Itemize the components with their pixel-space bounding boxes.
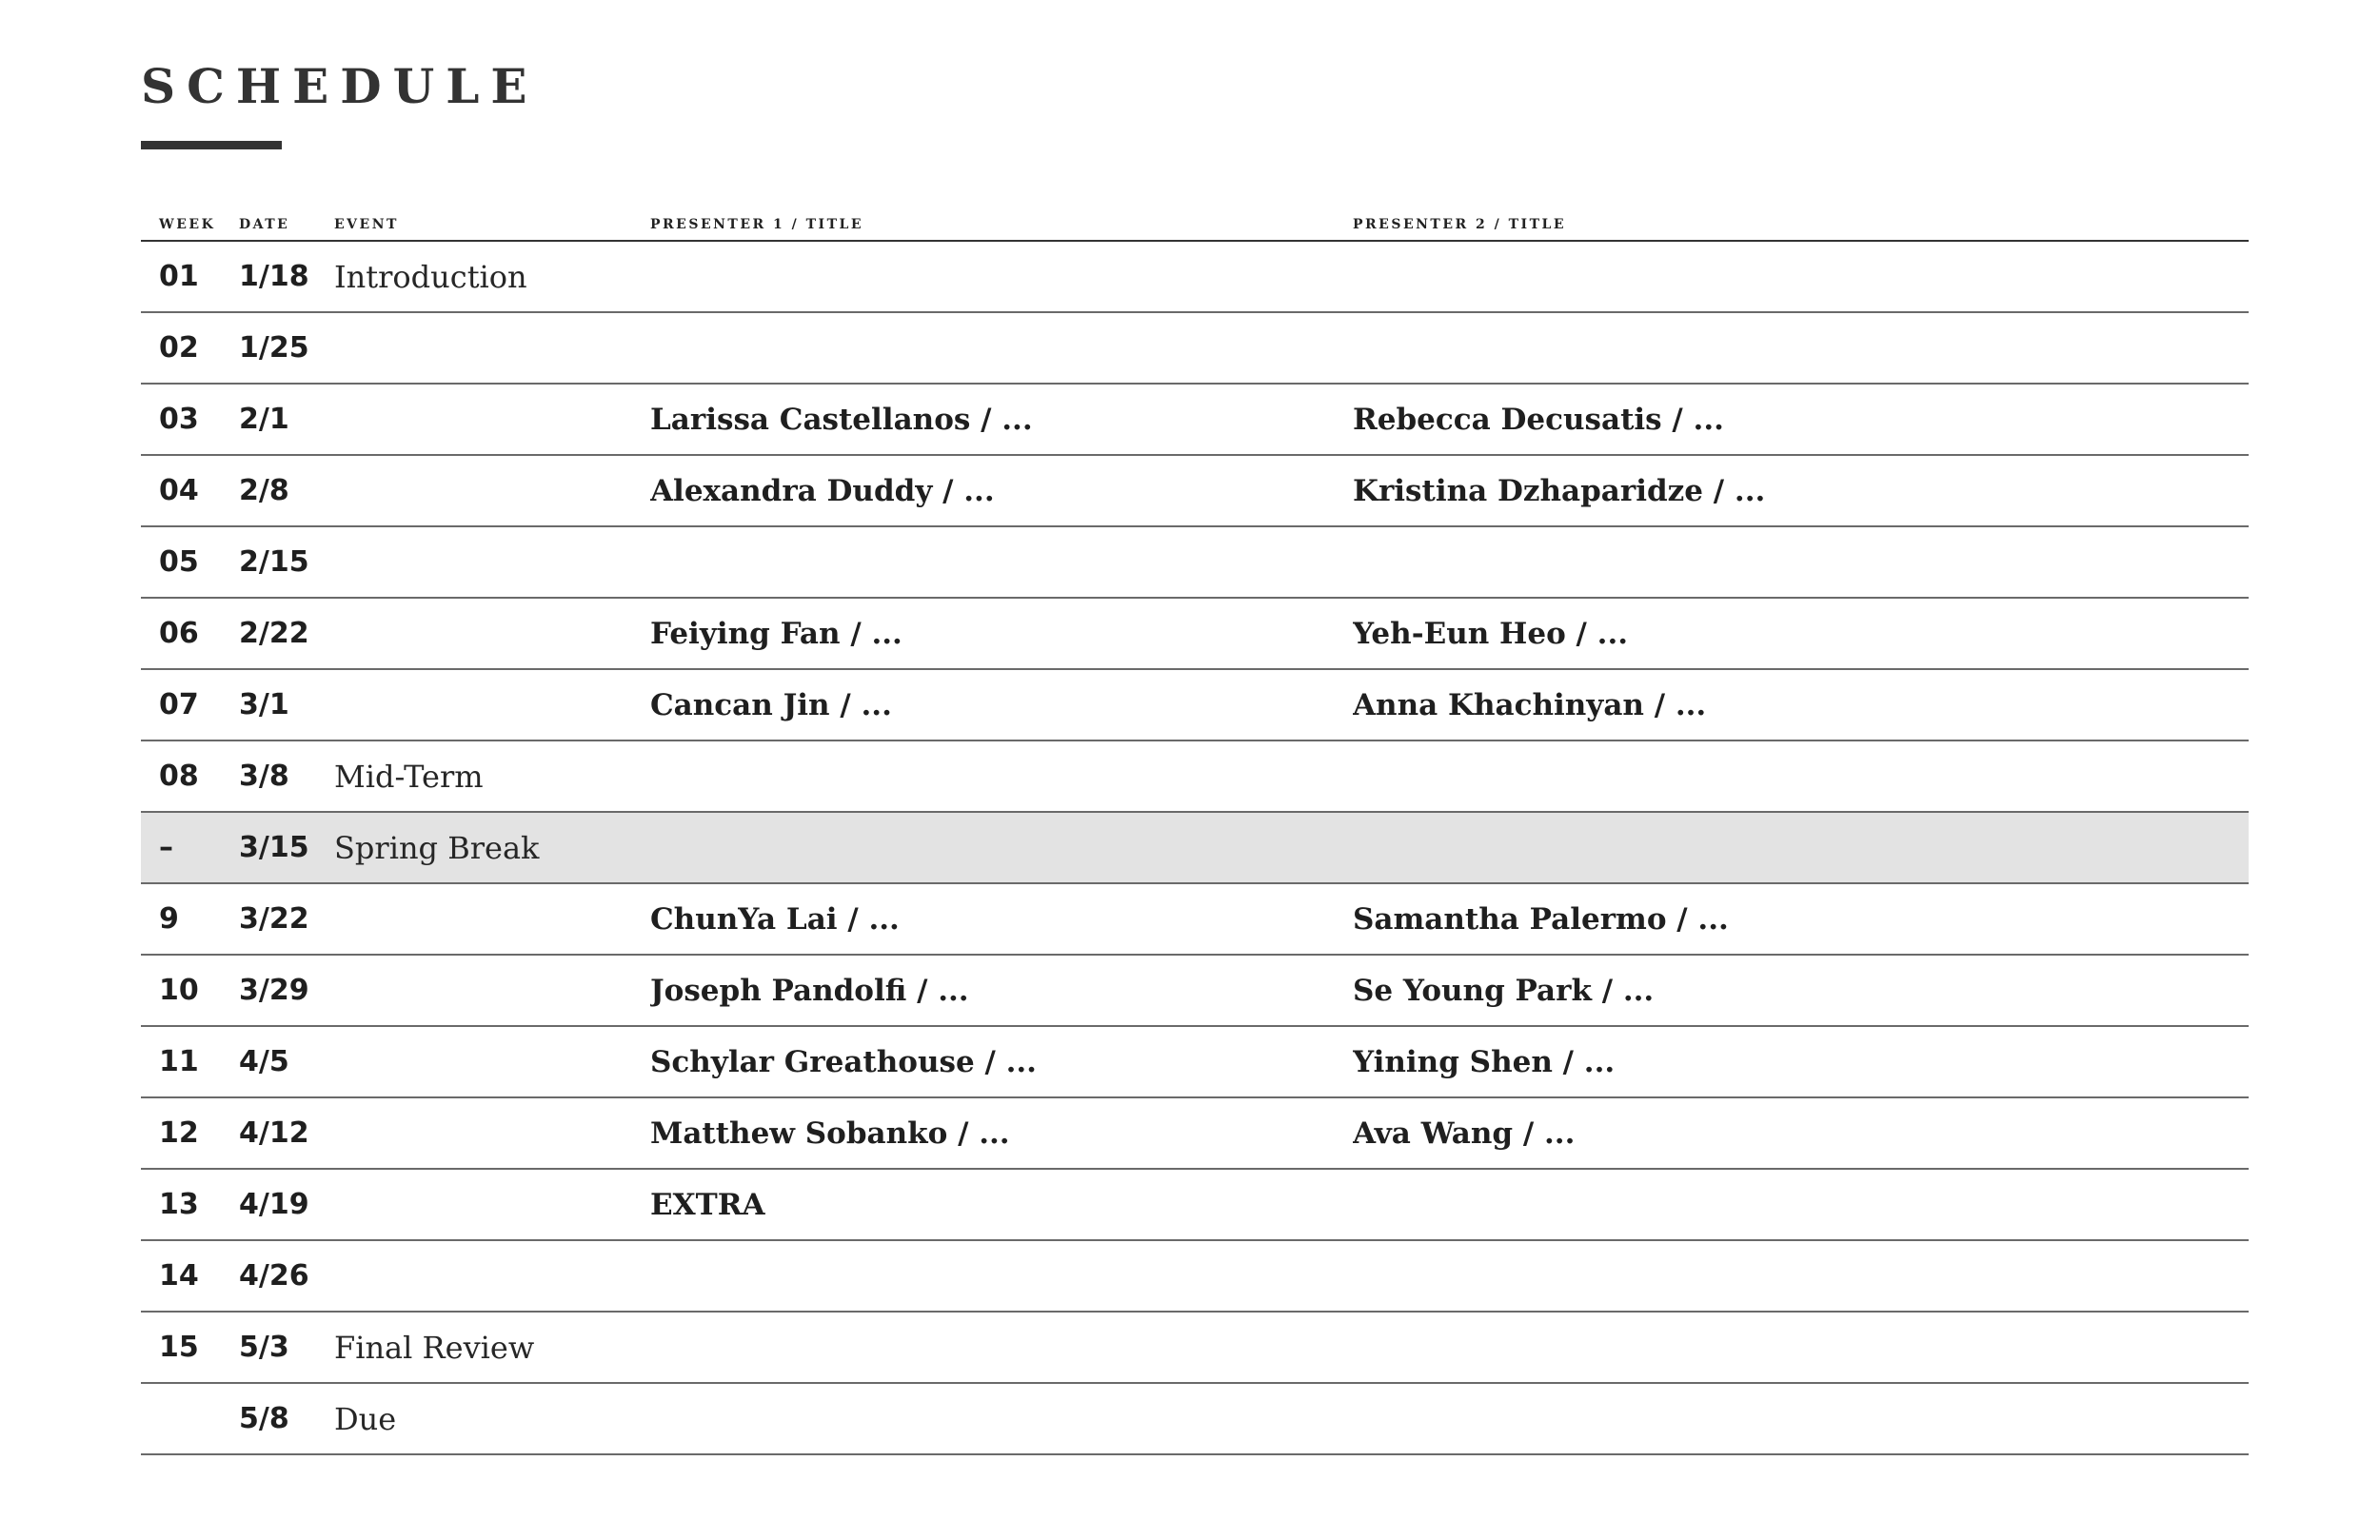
- date-cell: 5/8: [228, 1383, 334, 1454]
- table-row: [141, 883, 2249, 955]
- presenter-1-cell: Larissa Castellanos / ...: [650, 384, 1353, 455]
- table-row: [141, 1169, 2249, 1240]
- date-cell: 3/8: [228, 740, 334, 812]
- week-cell: 01: [141, 241, 228, 312]
- date-cell: 3/29: [228, 955, 334, 1026]
- table-row: [141, 669, 2249, 740]
- event-cell: Mid-Term: [334, 740, 650, 812]
- week-cell: 11: [141, 1026, 228, 1097]
- presenter-1-cell: [650, 740, 1353, 812]
- date-cell: 2/8: [228, 455, 334, 526]
- table-row: [141, 1097, 2249, 1169]
- presenter-2-cell: Samantha Palermo / ...: [1353, 883, 2249, 955]
- date-cell: 3/22: [228, 883, 334, 955]
- schedule-page: [141, 57, 2249, 1455]
- week-cell: 02: [141, 312, 228, 384]
- event-cell: [334, 669, 650, 740]
- page-title: SCHEDULE: [141, 58, 539, 114]
- presenter-2-cell: Ava Wang / ...: [1353, 1097, 2249, 1169]
- event-cell: [334, 1169, 650, 1240]
- presenter-1-cell: Alexandra Duddy / ...: [650, 455, 1353, 526]
- presenter-1-cell: [650, 241, 1353, 312]
- presenter-2-cell: Yining Shen / ...: [1353, 1026, 2249, 1097]
- event-cell: [334, 1026, 650, 1097]
- table-row: [141, 455, 2249, 526]
- presenter-1-cell: ChunYa Lai / ...: [650, 883, 1353, 955]
- presenter-2-cell: Anna Khachinyan / ...: [1353, 669, 2249, 740]
- week-cell: 04: [141, 455, 228, 526]
- date-cell: 5/3: [228, 1312, 334, 1383]
- presenter-1-cell: EXTRA: [650, 1169, 1353, 1240]
- event-cell: [334, 1097, 650, 1169]
- table-row: [141, 598, 2249, 669]
- week-cell: 07: [141, 669, 228, 740]
- event-cell: [334, 384, 650, 455]
- table-header-row: [141, 209, 2249, 241]
- table-row: [141, 955, 2249, 1026]
- table-row: [141, 384, 2249, 455]
- week-cell: 06: [141, 598, 228, 669]
- presenter-1-cell: Schylar Greathouse / ...: [650, 1026, 1353, 1097]
- event-cell: [334, 955, 650, 1026]
- presenter-2-cell: [1353, 1240, 2249, 1312]
- title-underline: [141, 141, 282, 149]
- table-row: [141, 1312, 2249, 1383]
- presenter-2-cell: [1353, 1383, 2249, 1454]
- schedule-table: [141, 209, 2249, 1455]
- date-cell: 4/26: [228, 1240, 334, 1312]
- presenter-2-cell: [1353, 526, 2249, 598]
- date-cell: 1/25: [228, 312, 334, 384]
- presenter-1-cell: Matthew Sobanko / ...: [650, 1097, 1353, 1169]
- presenter-1-cell: [650, 812, 1353, 883]
- event-cell: [334, 1240, 650, 1312]
- date-cell: 2/22: [228, 598, 334, 669]
- date-cell: 3/1: [228, 669, 334, 740]
- event-cell: [334, 312, 650, 384]
- presenter-2-cell: Rebecca Decusatis / ...: [1353, 384, 2249, 455]
- event-cell: [334, 883, 650, 955]
- presenter-1-cell: Joseph Pandolfi / ...: [650, 955, 1353, 1026]
- date-cell: 3/15: [228, 812, 334, 883]
- table-row: [141, 526, 2249, 598]
- presenter-2-cell: Yeh-Eun Heo / ...: [1353, 598, 2249, 669]
- table-row: [141, 1026, 2249, 1097]
- presenter-1-cell: [650, 1383, 1353, 1454]
- date-cell: 4/12: [228, 1097, 334, 1169]
- presenter-2-cell: [1353, 312, 2249, 384]
- week-cell: [141, 1383, 228, 1454]
- presenter-2-cell: [1353, 241, 2249, 312]
- date-cell: 4/5: [228, 1026, 334, 1097]
- presenter-1-cell: [650, 1240, 1353, 1312]
- header-presenter-2: PRESENTER 2 / TITLE: [1353, 209, 2249, 241]
- table-row: [141, 1383, 2249, 1454]
- header-week: WEEK: [141, 209, 228, 241]
- table-row: [141, 812, 2249, 883]
- presenter-1-cell: [650, 1312, 1353, 1383]
- event-cell: Spring Break: [334, 812, 650, 883]
- week-cell: 15: [141, 1312, 228, 1383]
- date-cell: 1/18: [228, 241, 334, 312]
- presenter-1-cell: Cancan Jin / ...: [650, 669, 1353, 740]
- date-cell: 2/1: [228, 384, 334, 455]
- date-cell: 4/19: [228, 1169, 334, 1240]
- header-date: DATE: [228, 209, 334, 241]
- event-cell: [334, 598, 650, 669]
- week-cell: 03: [141, 384, 228, 455]
- event-cell: Introduction: [334, 241, 650, 312]
- table-row: [141, 1240, 2249, 1312]
- presenter-2-cell: [1353, 1312, 2249, 1383]
- table-row: [141, 740, 2249, 812]
- header-event: EVENT: [334, 209, 650, 241]
- week-cell: 12: [141, 1097, 228, 1169]
- date-cell: 2/15: [228, 526, 334, 598]
- presenter-1-cell: Feiying Fan / ...: [650, 598, 1353, 669]
- presenter-2-cell: [1353, 812, 2249, 883]
- table-row: [141, 312, 2249, 384]
- event-cell: [334, 455, 650, 526]
- week-cell: 05: [141, 526, 228, 598]
- presenter-1-cell: [650, 312, 1353, 384]
- week-cell: 10: [141, 955, 228, 1026]
- presenter-2-cell: [1353, 1169, 2249, 1240]
- week-cell: –: [141, 812, 228, 883]
- presenter-2-cell: [1353, 740, 2249, 812]
- table-row: [141, 241, 2249, 312]
- schedule-body: [141, 241, 2249, 1454]
- event-cell: Due: [334, 1383, 650, 1454]
- presenter-2-cell: Kristina Dzhaparidze / ...: [1353, 455, 2249, 526]
- week-cell: 9: [141, 883, 228, 955]
- week-cell: 13: [141, 1169, 228, 1240]
- event-cell: [334, 526, 650, 598]
- week-cell: 08: [141, 740, 228, 812]
- presenter-2-cell: Se Young Park / ...: [1353, 955, 2249, 1026]
- presenter-1-cell: [650, 526, 1353, 598]
- header-presenter-1: PRESENTER 1 / TITLE: [650, 209, 1353, 241]
- event-cell: Final Review: [334, 1312, 650, 1383]
- week-cell: 14: [141, 1240, 228, 1312]
